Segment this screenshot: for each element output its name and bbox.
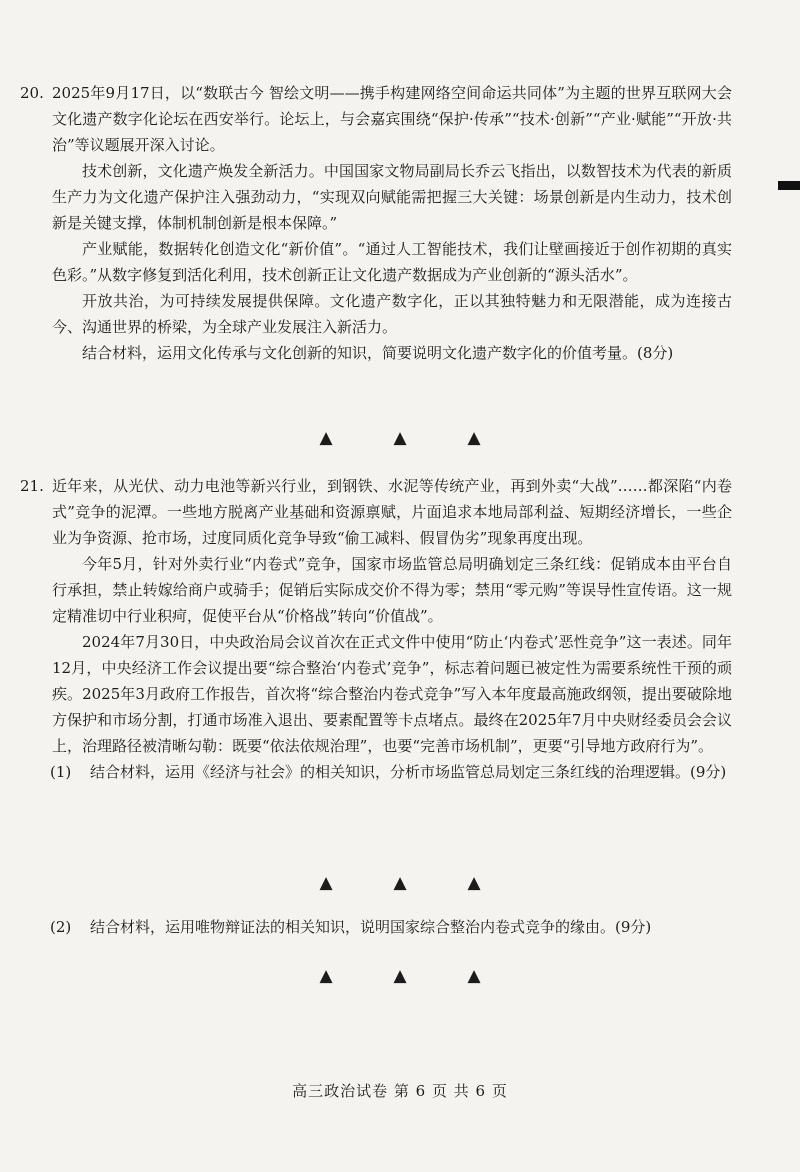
- edge-mark: [778, 181, 800, 190]
- triangle-icon: ▲: [467, 966, 481, 986]
- sub-question-1: (1) 结合材料，运用《经济与社会》的相关知识，分析市场监管总局划定三条红线的治理逻辑。(9分): [50, 763, 727, 781]
- question-lead: 2025年9月17日，以“数联古今 智绘文明——携手构建网络空间命运共同体”为主题的世界互联网大会文化遗产数字化论坛在西安举行。论坛上，与会嘉宾围绕“保护·传承”“技术·创新”“产业·赋能”“开放·共治”等议题展开深入讨论。: [52, 84, 732, 154]
- question-20: [20, 80, 732, 366]
- paragraph: 开放共治，为可持续发展提供保障。文化遗产数字化，正以其独特魅力和无限潜能，成为连接古今、沟通世界的桥梁，为全球产业发展注入新活力。: [52, 292, 732, 336]
- page-footer: 高三政治试卷 第 6 页 共 6 页: [292, 1082, 508, 1100]
- triangle-icon: ▲: [319, 966, 333, 986]
- triangle-icon: ▲: [393, 966, 407, 986]
- question-number: 21.: [20, 477, 44, 495]
- paragraph: 今年5月，针对外卖行业“内卷式”竞争，国家市场监管总局明确划定三条红线：促销成本由平台自行承担，禁止转嫁给商户或骑手；促销后实际成交价不得为零；禁用“零元购”等误导性宣传语。这一规定精准切中行业积疴，促使平台从“价格战”转向“价值战”。: [52, 555, 732, 625]
- triangle-icon: ▲: [393, 428, 407, 448]
- triangle-icon: ▲: [467, 873, 481, 893]
- sub-question-2: (2) 结合材料，运用唯物辩证法的相关知识，说明国家综合整治内卷式竞争的缘由。(9分): [50, 918, 652, 936]
- question-number: 20.: [20, 84, 44, 102]
- triangle-icon: ▲: [319, 428, 333, 448]
- question-21: [20, 473, 732, 785]
- paragraph: 技术创新，文化遗产焕发全新活力。中国国家文物局副局长乔云飞指出，以数智技术为代表的新质生产力为文化遗产保护注入强劲动力，“实现双向赋能需把握三大关键：场景创新是内生动力，技术创新是关键支撑，体制机制创新是根本保障。”: [52, 162, 732, 232]
- triangle-icon: ▲: [319, 873, 333, 893]
- triangle-icon: ▲: [393, 873, 407, 893]
- question-lead: 近年来，从光伏、动力电池等新兴行业，到钢铁、水泥等传统产业，再到外卖“大战”……都深陷“内卷式”竞争的泥潭。一些地方脱离产业基础和资源禀赋，片面追求本地局部利益、短期经济增长，一些企业为争资源、抢市场，过度同质化竞争导致“偷工减料、假冒伪劣”现象再度出现。: [52, 477, 732, 547]
- answer-separator: [0, 873, 800, 893]
- answer-separator: [0, 428, 800, 448]
- triangle-icon: ▲: [467, 428, 481, 448]
- answer-separator: [0, 966, 800, 986]
- paragraph: 产业赋能，数据转化创造文化“新价值”。“通过人工智能技术，我们让壁画接近于创作初期的真实色彩。”从数字修复到活化利用，技术创新正让文化遗产数据成为产业创新的“源头活水”。: [52, 240, 732, 284]
- question-task: 结合材料，运用文化传承与文化创新的知识，简要说明文化遗产数字化的价值考量。(8分): [82, 344, 674, 362]
- paragraph: 2024年7月30日，中央政治局会议首次在正式文件中使用“防止‘内卷式’恶性竞争”这一表述。同年12月，中央经济工作会议提出要“综合整治‘内卷式’竞争”，标志着问题已被定性为需要系统性干预的顽疾。2025年3月政府工作报告，首次将“综合整治内卷式竞争”写入本年度最高施政纲领，提出要破除地方保护和市场分割，打通市场准入退出、要素配置等卡点堵点。最终在2025年7月中央财经委员会会议上，治理路径被清晰勾勒：既要“依法依规治理”，也要“完善市场机制”，更要“引导地方政府行为”。: [52, 633, 732, 755]
